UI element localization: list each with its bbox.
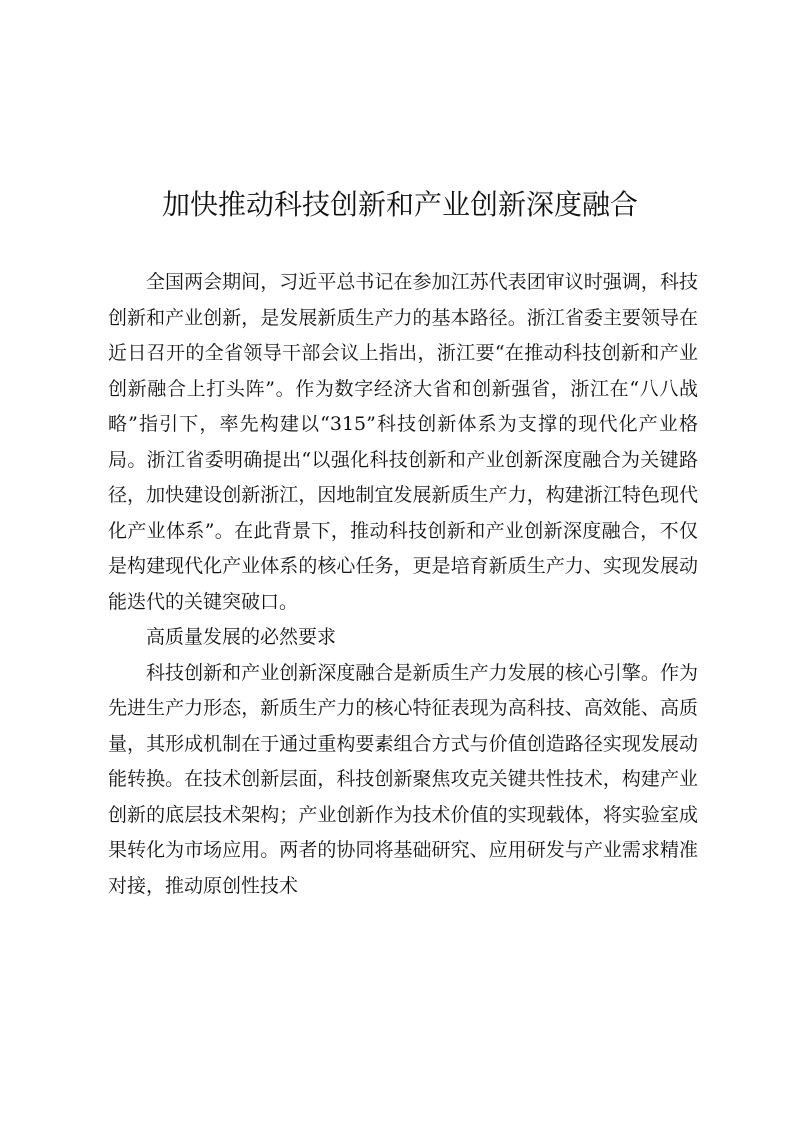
section-heading: 高质量发展的必然要求 — [146, 626, 337, 648]
body-paragraph: 全国两会期间，习近平总书记在参加江苏代表团审议时强调，科技创新和产业创新，是发展新质生产力的基本路径。浙江省委主要领导在近日召开的全省领导干部会议上指出，浙江要“在推动科技创新和产业创新融合上打头阵”。作为数字经济大省和创新强省，浙江在“八八战略”指引下，率先构建以“315”科技创新体系为支撑的现代化产业格局。浙江省委明确提出“以强化科技创新和产业创新深度融合为关键路径，加快建设创新浙江，因地制宜发展新质生产力，构建浙江特色现代化产业体系”。在此背景下，推动科技创新和产业创新深度融合，不仅是构建现代化产业体系的核心任务，更是培育新质生产力、实现发展动能迭代的关键突破口。 — [108, 271, 698, 613]
document-body — [108, 265, 698, 904]
document-title: 加快推动科技创新和产业创新深度融合 — [161, 188, 638, 221]
body-paragraph: 科技创新和产业创新深度融合是新质生产力发展的核心引擎。作为先进生产力形态，新质生产力的核心特征表现为高科技、高效能、高质量，其形成机制在于通过重构要素组合方式与价值创造路径实现发展动能转换。在技术创新层面，科技创新聚焦攻克关键共性技术，构建产业创新的底层技术架构；产业创新作为技术价值的实现载体，将实验室成果转化为市场应用。两者的协同将基础研究、应用研发与产业需求精准对接，推动原创性技术 — [108, 661, 698, 897]
